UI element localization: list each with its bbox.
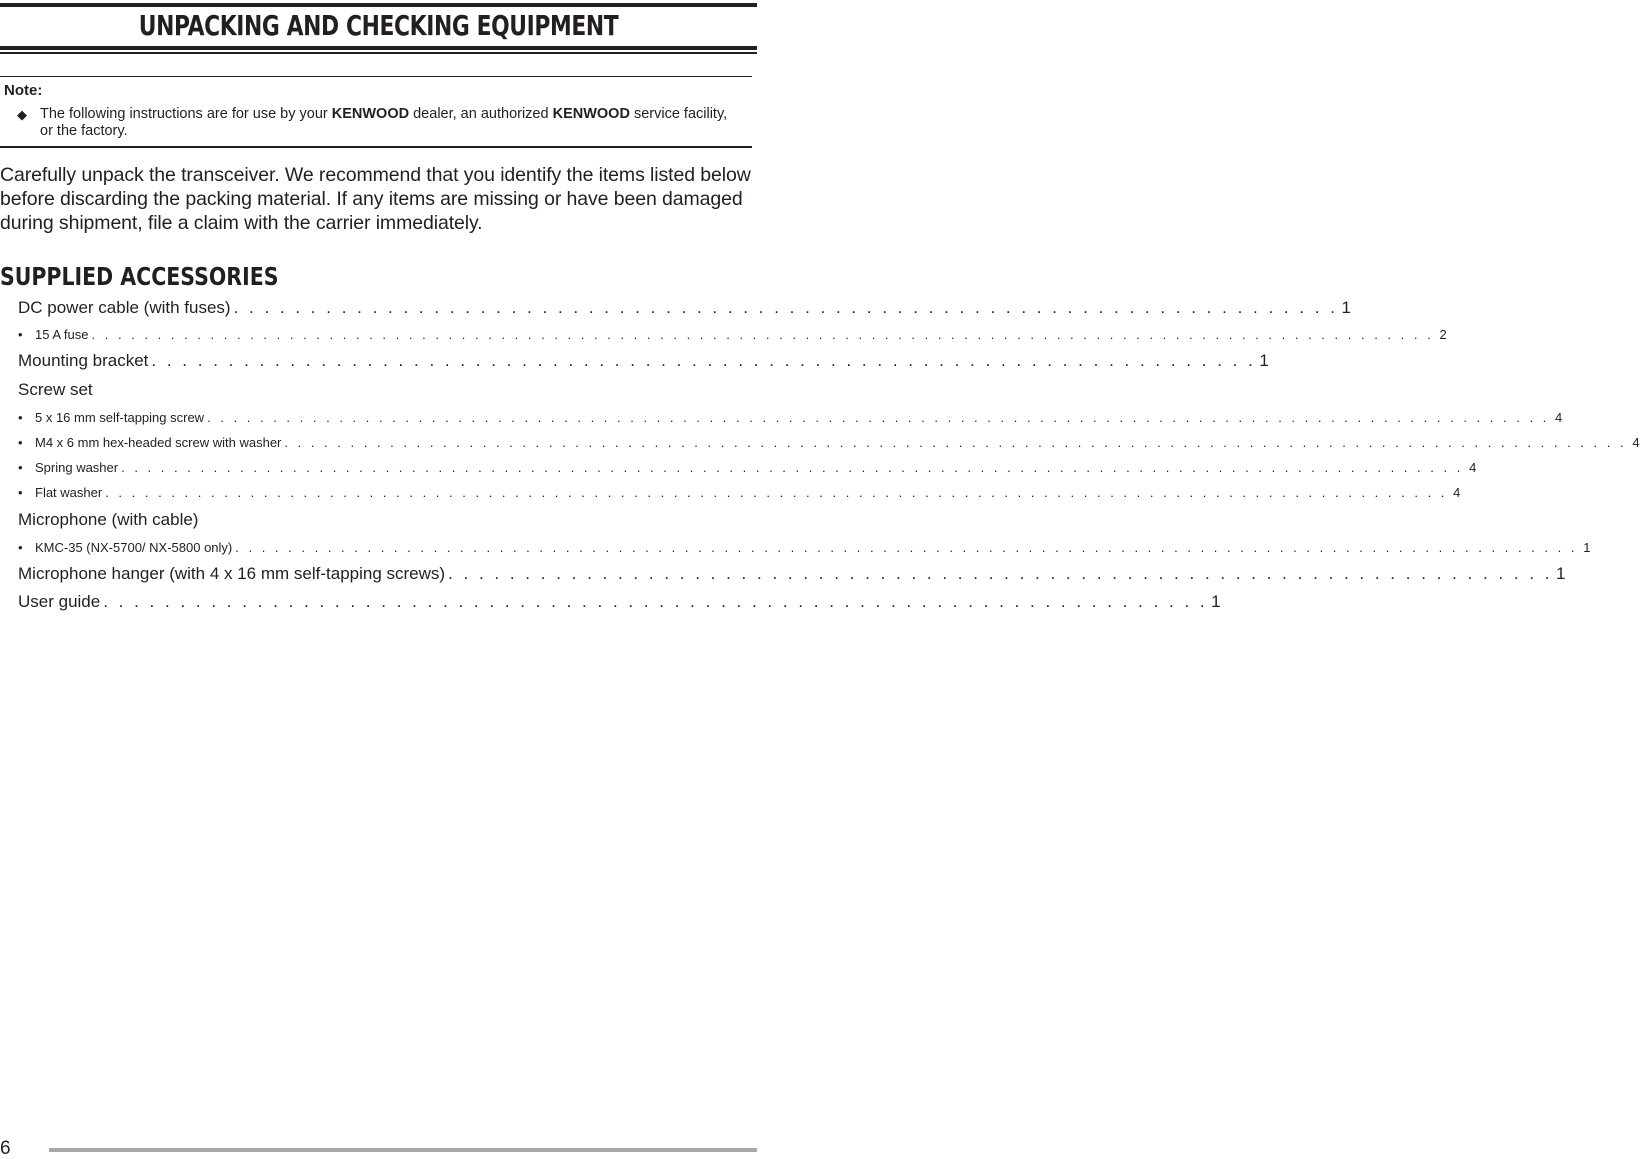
item-qty: 1 (1556, 564, 1566, 583)
list-item (18, 535, 1591, 560)
note-text-part: dealer, an authorized (409, 106, 553, 122)
item-qty: 4 (1555, 410, 1563, 425)
list-item (18, 347, 1269, 375)
brand-name: KENWOOD (331, 106, 410, 122)
leader-dots: . . . . . . . . . . . . . . . . . . . . . . . . . . . . . . . . . . . . . . . . . . . . . . . . . . . . . . . . . . . . . . . . . . . . . . . . (103, 592, 1208, 611)
diamond-bullet-icon: ◆ (17, 107, 27, 122)
item-label: KMC-35 (NX-5700/ NX-5800 only) (35, 540, 233, 555)
list-item (18, 455, 1477, 480)
item-label: User guide (18, 592, 101, 611)
note-label: Note: (4, 82, 43, 99)
item-label: Microphone (with cable) (18, 510, 199, 529)
bullet-icon: • (18, 485, 23, 500)
leader-dots: . . . . . . . . . . . . . . . . . . . . . . . . . . . . . . . . . . . . . . . . . . . . . . . . . . . . . . . . . . . . . . . . . . . . . . . . . . . . . . . . . . . . . . . . . . . . . . . . . . . . . . (121, 460, 1464, 475)
page-title: UNPACKING AND CHECKING EQUIPMENT (138, 9, 619, 42)
page-number: 6 (0, 1138, 11, 1159)
header-rule-thin (0, 52, 757, 54)
leader-dots: . . . . . . . . . . . . . . . . . . . . . . . . . . . . . . . . . . . . . . . . . . . . . . . . . . . . . . . . . . . . . . . . . . . . . . . . . . . . . . . . . . . . . . . . . . . . . . . . . . . . . . (235, 540, 1578, 555)
item-label: M4 x 6 mm hex-headed screw with washer (35, 435, 282, 450)
item-label: 15 A fuse (35, 327, 89, 342)
leader-dots: . . . . . . . . . . . . . . . . . . . . . . . . . . . . . . . . . . . . . . . . . . . . . . . . . . . . . . . . . . . . . . . . . . . . . . . . (448, 564, 1553, 583)
list-item (18, 505, 740, 535)
item-qty: 1 (1211, 592, 1221, 611)
page-header (0, 3, 757, 54)
note-rule-top (0, 76, 752, 77)
leader-dots: . . . . . . . . . . . . . . . . . . . . . . . . . . . . . . . . . . . . . . . . . . . . . . . . . . . . . . . . . . . . . . . . . . . . . . . . . . . . . . . . . . . . . . . . . . . . . . . . . . . . . . (284, 435, 1627, 450)
item-label: Screw set (18, 380, 93, 399)
item-qty: 4 (1469, 460, 1477, 475)
bullet-icon: • (18, 435, 23, 450)
note-item (0, 106, 752, 140)
item-qty: 1 (1341, 298, 1351, 317)
note-text (40, 106, 740, 140)
footer-rule (49, 1148, 757, 1152)
item-label: Microphone hanger (with 4 x 16 mm self-tapping screws) (18, 564, 446, 583)
note-text-part: The following instructions are for use by your (40, 106, 332, 122)
item-label: DC power cable (with fuses) (18, 298, 231, 317)
section-title: SUPPLIED ACCESSORIES (0, 262, 279, 291)
item-qty: 4 (1632, 435, 1640, 450)
brand-name: KENWOOD (552, 106, 630, 122)
bullet-icon: • (18, 327, 23, 342)
list-item (18, 405, 1563, 430)
bullet-icon: • (18, 460, 23, 475)
leader-dots: . . . . . . . . . . . . . . . . . . . . . . . . . . . . . . . . . . . . . . . . . . . . . . . . . . . . . . . . . . . . . . . . . . . . . . . . . . . . . . . . . . . . . . . . . . . . . . . . . . . . . . (207, 410, 1550, 425)
leader-dots: . . . . . . . . . . . . . . . . . . . . . . . . . . . . . . . . . . . . . . . . . . . . . . . . . . . . . . . . . . . . . . . . . . . . . . . . . . . . . . . . . . . . . . . . . . . . . . . . . . . . . . (105, 485, 1448, 500)
list-item (18, 560, 1566, 588)
page-footer (0, 1140, 757, 1158)
accessories-list (18, 294, 1640, 616)
header-rule-top (0, 3, 757, 7)
list-item (18, 588, 1221, 616)
list-item (18, 294, 1351, 322)
bullet-icon: • (18, 410, 23, 425)
note-text-part: service facility, or the factory. (40, 106, 728, 139)
leader-dots: . . . . . . . . . . . . . . . . . . . . . . . . . . . . . . . . . . . . . . . . . . . . . . . . . . . . . . . . . . . . . . . . . . . . . . . . (233, 298, 1338, 317)
list-item (18, 375, 740, 405)
item-label: Flat washer (35, 485, 103, 500)
intro-paragraph: Carefully unpack the transceiver. We recommend that you identify the items listed below before discarding the packing material. If any items are missing or have been damaged during shipment, file a claim with the carrier immediately. (0, 164, 751, 234)
header-rule-bottom (0, 46, 757, 50)
list-item (18, 322, 1447, 347)
item-label: 5 x 16 mm self-tapping screw (35, 410, 205, 425)
leader-dots: . . . . . . . . . . . . . . . . . . . . . . . . . . . . . . . . . . . . . . . . . . . . . . . . . . . . . . . . . . . . . . . . . . . . . . . . . . . . . . . . . . . . . . . . . . . . . . . . . . . . . . (91, 327, 1434, 342)
item-label: Spring washer (35, 460, 119, 475)
item-label: Mounting bracket (18, 351, 149, 370)
note-rule-bottom (0, 146, 752, 148)
list-item (18, 430, 1640, 455)
item-qty: 1 (1259, 351, 1269, 370)
item-qty: 4 (1453, 485, 1461, 500)
bullet-icon: • (18, 540, 23, 555)
leader-dots: . . . . . . . . . . . . . . . . . . . . . . . . . . . . . . . . . . . . . . . . . . . . . . . . . . . . . . . . . . . . . . . . . . . . . . . . (151, 351, 1256, 370)
list-item (18, 480, 1461, 505)
item-qty: 1 (1583, 540, 1591, 555)
note-box (0, 76, 752, 148)
item-qty: 2 (1439, 327, 1447, 342)
